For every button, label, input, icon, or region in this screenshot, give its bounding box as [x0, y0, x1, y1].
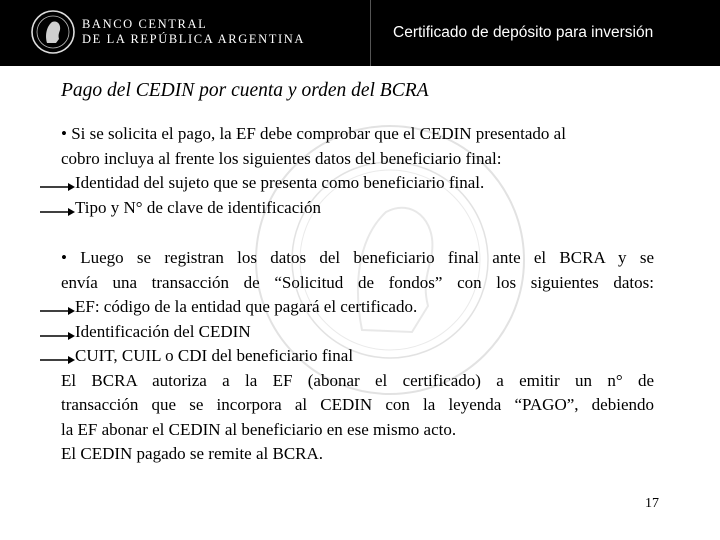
section-title: Certificado de depósito para inversión	[393, 24, 654, 41]
bank-name-line1: BANCO CENTRAL	[82, 17, 208, 31]
header-bar	[0, 0, 720, 66]
arrow-right-icon	[40, 208, 75, 216]
arrow-right-icon	[40, 356, 75, 364]
bank-name-line2: DE LA REPÚBLICA ARGENTINA	[82, 32, 305, 46]
bullet1-line2: cobro incluya al frente los siguientes datos del beneficiario final:	[61, 148, 502, 168]
bullet1-item	[61, 196, 654, 221]
bullet2-item	[61, 295, 654, 320]
header-divider	[370, 0, 371, 66]
bullet1-item-text: Tipo y N° de clave de identificación	[75, 197, 321, 217]
bullet2-item-text: CUIT, CUIL o CDI del beneficiario final	[75, 346, 354, 365]
closing-line: El CEDIN pagado se remite al BCRA.	[61, 444, 324, 463]
bullet2-line2: envía una transacción de “Solicitud de fondos” con los siguientes datos:	[61, 272, 654, 292]
slide-title: Pago del CEDIN por cuenta y orden del BCRA	[61, 80, 429, 101]
bcra-seal-icon	[30, 9, 76, 55]
bullet1-line1: • Si se solicita el pago, la EF debe comprobar que el CEDIN presentado al	[61, 124, 566, 143]
paragraph-line3: la EF abonar el CEDIN al beneficiario en ese mismo acto.	[61, 419, 457, 439]
slide-body	[61, 122, 654, 467]
arrow-right-icon	[40, 307, 75, 315]
paragraph-line2: transacción que se incorpora al CEDIN con la leyenda “PAGO”, debiendo	[61, 395, 654, 414]
bullet1-item-text: Identidad del sujeto que se presenta como beneficiario final.	[75, 173, 485, 192]
arrow-right-icon	[40, 183, 75, 191]
paragraph-line1: El BCRA autoriza a la EF (abonar el certificado) a emitir un n° de	[61, 370, 654, 390]
bullet2-item	[61, 344, 654, 369]
page-number: 17	[645, 496, 659, 511]
bullet1-item	[61, 171, 654, 196]
bullet2-item-text: Identificación del CEDIN	[75, 321, 251, 341]
arrow-right-icon	[40, 332, 75, 340]
bullet2-line1: • Luego se registran los datos del beneficiario final ante el BCRA y se	[61, 248, 654, 267]
bank-name	[82, 17, 305, 47]
bullet2-item-text: EF: código de la entidad que pagará el certificado.	[75, 297, 418, 316]
bullet2-item	[61, 320, 654, 345]
spacer	[61, 220, 654, 246]
